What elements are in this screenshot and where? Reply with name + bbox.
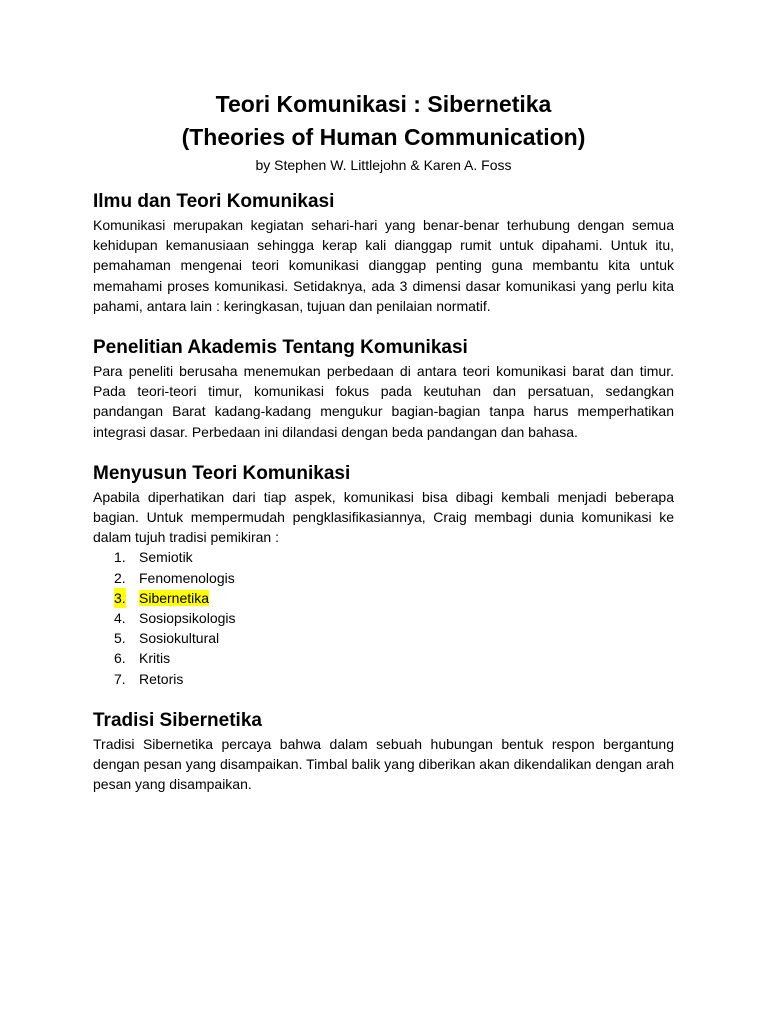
list-item-highlighted: [93, 588, 674, 608]
document-page: [93, 88, 674, 794]
list-item-text: Sosiopsikologis: [139, 610, 236, 627]
list-item: [93, 608, 674, 628]
list-item-text: Sosiokultural: [139, 630, 220, 647]
section-body: Apabila diperhatikan dari tiap aspek, komunikasi bisa dibagi kembali menjadi beberapa bagian. Untuk mempermudah pengklasifikasiannya, Craig membagi dunia komunikasi ke dalam tujuh tradisi pemikiran :: [93, 488, 674, 546]
list-item-number: 4.: [114, 610, 126, 627]
section-penelitian-akademis: [93, 335, 674, 442]
document-title: Teori Komunikasi : Sibernetika: [215, 91, 552, 117]
section-heading: Menyusun Teori Komunikasi: [93, 462, 351, 484]
section-body: Tradisi Sibernetika percaya bahwa dalam sebuah hubungan bentuk respon bergantung dengan pesan yang disampaikan. Timbal balik yang diberikan akan dikendalikan dengan arah pesan yang disampaikan.: [93, 735, 674, 793]
list-item-number: 3.: [114, 588, 126, 608]
list-item-number: 5.: [114, 630, 126, 647]
tradition-list: [93, 547, 674, 688]
list-item-number: 7.: [114, 670, 126, 687]
section-ilmu-dan-teori: [93, 189, 674, 316]
section-tradisi-sibernetika: [93, 708, 674, 795]
list-item-text: Fenomenologis: [139, 569, 235, 586]
list-item-text: Retoris: [139, 670, 184, 687]
list-item: [93, 568, 674, 588]
list-item-text-highlighted: Sibernetika: [139, 589, 210, 606]
list-item-text: Kritis: [139, 650, 171, 667]
list-item: [93, 547, 674, 567]
list-item-number: 1.: [114, 549, 126, 566]
list-item: [93, 648, 674, 668]
list-item: [93, 669, 674, 689]
section-heading: Tradisi Sibernetika: [93, 709, 262, 731]
section-body: Komunikasi merupakan kegiatan sehari-hari yang benar-benar terhubung dengan semua kehidupan kemanusiaan sehingga kerap kali dianggap rumit untuk dipahami. Untuk itu, pemahaman mengenai teori komunikasi dianggap penting guna membantu kita untuk memahami proses komunikasi. Setidaknya, ada 3 dimensi dasar komunikasi yang perlu kita pahami, antara lain : keringkasan, tujuan dan penilaian normatif.: [93, 217, 674, 314]
list-item-number: 6.: [114, 650, 126, 667]
section-body: Para peneliti berusaha menemukan perbedaan di antara teori komunikasi barat dan timur. Pada teori-teori timur, komunikasi fokus pada keutuhan dan persatuan, sedangkan pandangan Barat kadang-kadang mengukur bagian-bagian tanpa harus memperhatikan integrasi dasar. Perbedaan ini dilandasi dengan beda pandangan dan bahasa.: [93, 363, 674, 440]
list-item-text: Semiotik: [139, 549, 193, 566]
list-item-number: 2.: [114, 569, 126, 586]
list-item: [93, 628, 674, 648]
document-byline: by Stephen W. Littlejohn & Karen A. Foss: [255, 157, 512, 173]
section-heading: Penelitian Akademis Tentang Komunikasi: [93, 337, 468, 359]
section-menyusun-teori: [93, 461, 674, 689]
document-subtitle: (Theories of Human Communication): [181, 124, 586, 150]
section-heading: Ilmu dan Teori Komunikasi: [93, 191, 335, 212]
